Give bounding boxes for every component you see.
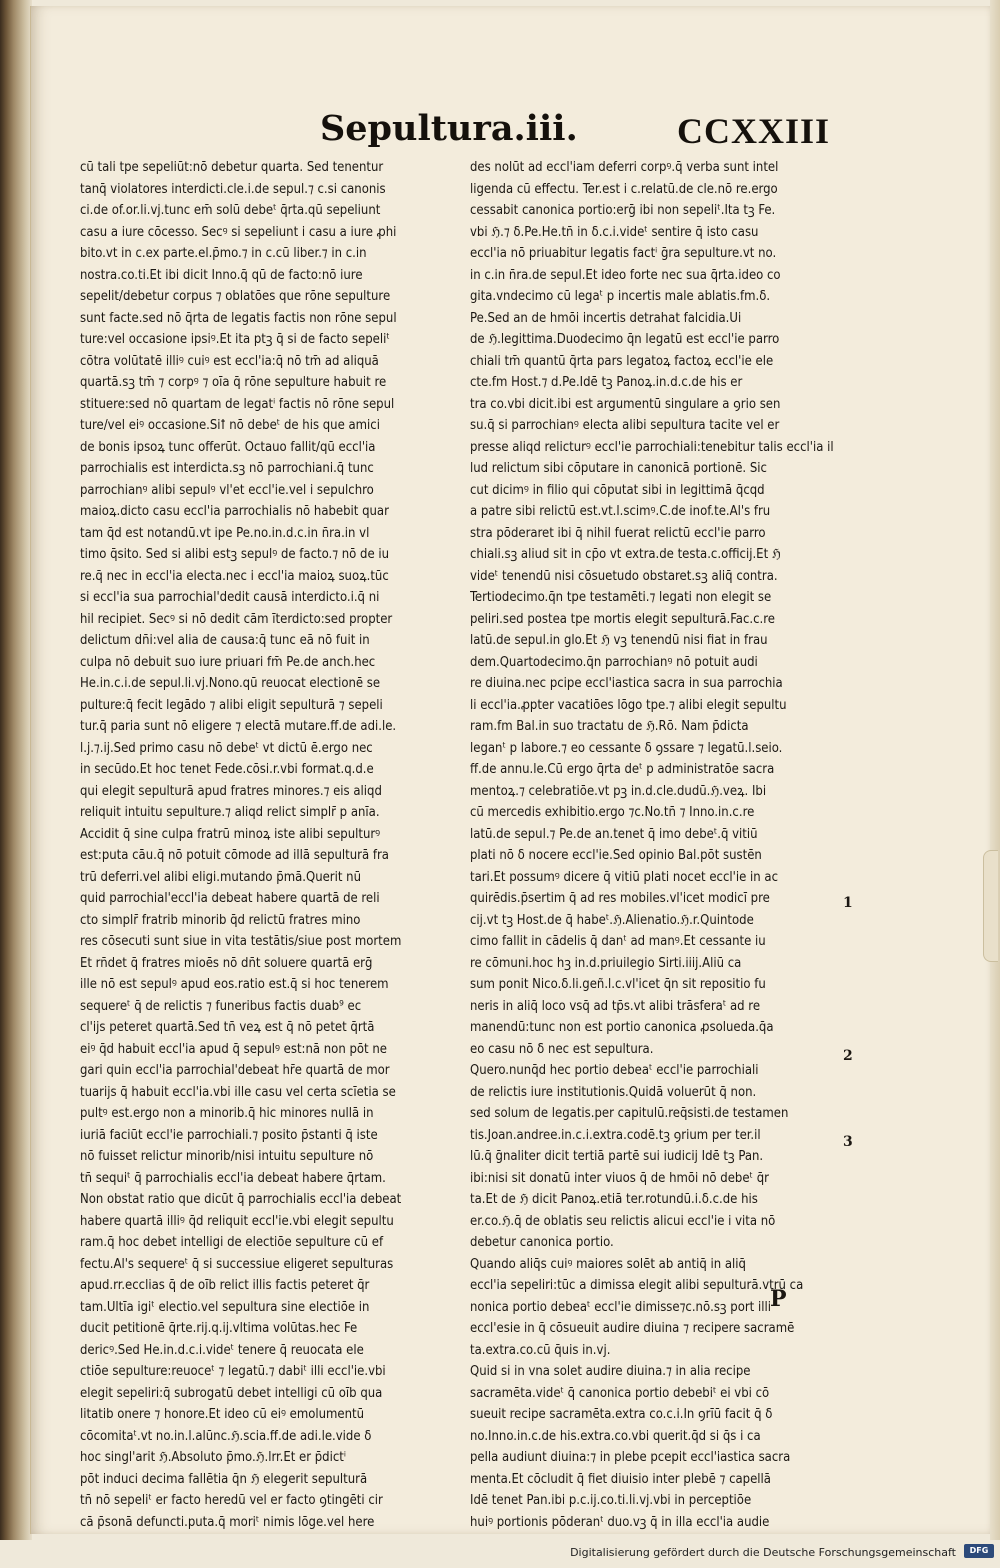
text-line: peliri.sed postea tpe mortis elegit sepulturā.Fac.c.re (470, 611, 775, 627)
text-line: Quid si in vna solet audire diuina.⁊ in alia recipe (470, 1364, 751, 1379)
text-line: a patre sibi relictū est.vt.l.scimꝰ.C.de inof.te.Al's fru (470, 504, 771, 519)
text-line: stituere:sed nō quartam de legatⁱ factis nō rōne sepul (80, 396, 395, 412)
text-line: cte.fm Host.⁊ d.Pe.Idē tꝫ Panoꝝ.in.d.c.de his er (470, 375, 743, 390)
text-line: trū deferri.vel alibi eligi.mutando p̄mā.Querit nū (80, 869, 361, 885)
text-line: latū.de sepul.⁊ Pe.de an.tenet q̄ imo debeᵗ.q̄ vitiū (470, 826, 758, 842)
text-line: sacramēta.videᵗ q̄ canonica portio debebiᵗ ei vbi cō (470, 1385, 770, 1401)
text-line: sunt facte.sed nō q̄rta de legatis factis non rōne sepul (80, 310, 397, 326)
text-line: cimo fallit in cādelis q̄ danᵗ ad manꝰ.Et cessante iu (470, 934, 766, 949)
text-line: res cōsecuti sunt siue in vita testātis/siue post mortem (80, 934, 402, 949)
text-line: culpa nō debuit suo iure priuari fm̄ Pe.de anch.hec (80, 654, 376, 670)
text-line: cū mercedis exhibitio.ergo ⁊c.No.tn̄ ⁊ Inno.in.c.re (470, 805, 755, 820)
text-line: hoc singl'arit ℌ.Absoluto p̄mo.ℌ.lrr.Et er p̄dictⁱ (80, 1450, 346, 1465)
text-line: Quando aliq̄s cuiꝰ maiores solēt ab antiq̄ in aliq̄ (470, 1256, 746, 1272)
text-line: ta.Et de ℌ dicit Panoꝝ.etiā ter.rotundū.i.δ.c.de his (470, 1192, 758, 1207)
marginal-number-3: 3 (843, 1134, 853, 1150)
text-line: tn̄ sequiᵗ q̄ parrochialis eccl'ia debeat habere q̄rtam. (80, 1170, 386, 1186)
text-line: habere quartā illiꝰ q̄d reliquit eccl'ie.vbi elegit sepultu (80, 1213, 394, 1229)
text-line: li eccl'ia.ꝓpter vacatiōes lōgo tpe.⁊ alibi elegit sepultu (470, 697, 787, 713)
text-line: Quero.nunq̄d hec portio debeaᵗ eccl'ie parrochiali (470, 1063, 759, 1078)
text-line: dem.Quartodecimo.q̄n parrochianꝰ nō potuit audi (470, 654, 758, 670)
text-line: de relictis iure institutionis.Quidā voluerūt q̄ non. (470, 1084, 757, 1100)
marginal-number-1: 1 (843, 895, 853, 911)
text-line: re diuina.nec pcipe eccl'iastica sacra in sua parrochia (470, 676, 783, 691)
text-line: nostra.co.ti.Et ibi dicit Inno.q̄ qū de facto:nō iure (80, 267, 363, 283)
text-line: eccl'ia sepeliri:tūc a dimissa elegit alibi sepulturā.vtrū ca (470, 1278, 804, 1293)
text-line: parrochialis est interdicta.sꝫ nō parrochiani.q̄ tunc (80, 461, 374, 476)
text-line: menta.Et cōcludit q̄ fiet diuisio inter plebē ⁊ capellā (470, 1471, 771, 1487)
text-line: debetur canonica portio. (470, 1235, 614, 1250)
book-binding (0, 0, 32, 1568)
page-tab-marker (983, 850, 998, 962)
text-line: litatib onere ⁊ honore.Et ideo cū eiꝰ emolumentū (80, 1407, 365, 1422)
text-line: maioꝝ.dicto casu eccl'ia parrochialis nō habebit quar (80, 504, 389, 519)
text-line: sepelit/debetur corpus ⁊ oblatōes que rōne sepulture (80, 289, 391, 304)
dfg-logo: DFG (964, 1544, 994, 1558)
text-line: cut dicimꝰ in filio qui cōputat sibi in legittimā q̄cqd (470, 482, 765, 498)
text-line: chiali tm̄ quantū q̄rta pars legatoꝝ factoꝝ eccl'ie ele (470, 353, 774, 369)
running-title: Sepultura.iii. (320, 108, 578, 149)
text-line: er.co.ℌ.q̄ de oblatis seu relictis alicui eccl'ie i vita nō (470, 1213, 776, 1229)
text-line: no.Inno.in.c.de his.extra.co.vbi querit.q̄d si q̄s i ca (470, 1428, 761, 1444)
text-line: pultꝰ est.ergo non a minorib.q̄ hic minores nullā in (80, 1106, 374, 1121)
text-line: qui elegit sepulturā apud fratres minores.⁊ eis aliqd (80, 783, 382, 799)
page-header (300, 108, 840, 158)
text-line: pōt induci decima fallētia q̄n ℌ elegerit sepulturā (80, 1471, 368, 1487)
text-line: cōtra volūtatē illiꝰ cuiꝰ est eccl'ia:q̄ nō tm̄ ad aliquā (80, 353, 379, 369)
funding-note: Digitalisierung gefördert durch die Deutsche Forschungsgemeinschaft (570, 1546, 956, 1559)
text-line: cōcomitaᵗ.vt no.in.l.alūnc.ℌ.scia.ff.de adi.le.vide δ (80, 1428, 372, 1444)
text-line: presse aliqd relicturꝰ eccl'ie parrochiali:tenebitur talis eccl'ia il (470, 439, 834, 455)
text-line: des nolūt ad eccl'iam deferri corpꝰ.q̄ verba sunt intel (470, 160, 779, 175)
text-line: tam q̄d est notandū.vt ipe Pe.no.in.d.c.in n̄ra.in vl (80, 525, 370, 541)
text-line: tur.q̄ paria sunt nō eligere ⁊ electā mutare.ff.de adi.le. (80, 719, 397, 734)
text-line: sed solum de legatis.per capitulū.req̄sisti.de testamen (470, 1106, 789, 1121)
text-line: sequereᵗ q̄ de relictis ⁊ funeribus factis duab⁹ ec (80, 998, 362, 1014)
text-line: cū tali tpe sepeliūt:nō debetur quarta. Sed tenentur (80, 160, 384, 175)
text-line: tuarijs q̄ habuit eccl'ia.vbi ille casu vel certa scīetia se (80, 1084, 396, 1100)
text-line: nō fuisset relictur minorib/nisi intuitu sepulture nō (80, 1149, 374, 1164)
text-line: reliquit intuitu sepulture.⁊ aliqd relict simplr̄ p anīa. (80, 805, 380, 820)
text-line: Pe.Sed an de hmōi incertis detrahat falcidia.Ui (470, 310, 742, 326)
text-line: ture:vel occasione ipsiꝰ.Et ita ptꝫ q̄ si de facto sepeliᵗ (80, 332, 390, 347)
text-line: ture/vel eiꝰ occasione.Siꝉ nō debeᵗ de his que amici (80, 418, 380, 433)
text-line: su.q̄ si parrochianꝰ electa alibi sepultura tacite vel er (470, 418, 780, 433)
text-line: cessabit canonica portio:erḡ ibi non sepeliᵗ.Ita tꝫ Fe. (470, 203, 776, 218)
text-line: manendū:tunc non est portio canonica ꝓsolueda.q̄a (470, 1020, 774, 1035)
footer-bar (0, 1540, 1000, 1568)
text-line: ram.fm Bal.in suo tractatu de ℌ.Rō. Nam p̄dicta (470, 719, 749, 734)
text-line: tis.Joan.andree.in.c.i.extra.codē.tꝫ ꝯrium per ter.il (470, 1127, 761, 1143)
catchword: P (770, 1286, 787, 1312)
text-line: eo casu nō δ nec est sepultura. (470, 1041, 654, 1057)
text-line: Non obstat ratio que dicūt q̄ parrochialis eccl'ia debeat (80, 1192, 402, 1207)
text-line: quartā.sꝫ tm̄ ⁊ corpꝰ ⁊ oīa q̄ rōne sepulture habuit re (80, 375, 387, 390)
text-line: neris in aliq̄ loco vsq̄ ad tp̄s.vt alibi trāsferaᵗ ad re (470, 998, 761, 1014)
text-line: tn̄ nō sepeliᵗ er facto heredū vel er facto ꝯtingēti cir (80, 1493, 383, 1508)
text-line: ff.de annu.le.Cū ergo q̄rta deᵗ p administratōe sacra (470, 762, 775, 777)
text-line: quirēdis.p̄sertim q̄ ad res mobiles.vl'icet modicī pre (470, 891, 770, 906)
text-line: in secūdo.Et hoc tenet Fede.cōsi.r.vbi format.q.d.e (80, 762, 374, 777)
text-line: re cōmuni.hoc hꝫ in.d.priuilegio Sirti.iiij.Aliū ca (470, 955, 742, 971)
text-line: sueuit recipe sacramēta.extra co.c.i.In ꝯrīū facit q̄ δ (470, 1407, 773, 1422)
text-line: delictum dn̄i:vel alia de causa:q̄ tunc eā nō fuit in (80, 633, 370, 648)
text-line: in c.in n̄ra.de sepul.Et ideo forte nec sua q̄rta.ideo co (470, 267, 781, 283)
text-line: ci.de of.or.li.vj.tunc em̄ solū debeᵗ q̄rta.qū sepeliunt (80, 203, 381, 218)
text-line: He.in.c.i.de sepul.li.vj.Nono.qū reuocat electionē se (80, 676, 381, 691)
text-line: eccl'ia nō priuabitur legatis factⁱ ḡra sepulture.vt no. (470, 246, 777, 261)
text-line: l.j.⁊.ij.Sed primo casu nō debeᵗ vt dictū ē.ergo nec (80, 740, 373, 756)
text-line: nonica portio debeaᵗ eccl'ie dimisse⁊c.nō.sꝫ port illi (470, 1299, 771, 1315)
text-line: pulture:q̄ fecit legādo ⁊ alibi eligit sepulturā ⁊ sepeli (80, 697, 383, 713)
text-line: bito.vt in c.ex parte.el.p̄mo.⁊ in c.cū liber.⁊ in c.in (80, 246, 367, 261)
text-line: Accidit q̄ sine culpa fratrū minoꝝ iste alibi sepulturꝰ (80, 826, 381, 842)
text-line: de bonis ipsoꝝ tunc offerūt. Octauo fallit/qū eccl'ia (80, 439, 376, 455)
text-line: latū.de sepul.in glo.Et ℌ vꝫ tenendū nisi fiat in frau (470, 633, 768, 648)
text-line: sum ponit Nico.δ.li.geñ.l.c.vl'icet q̄n sit repositio fu (470, 977, 766, 992)
text-line: tam.Ultīa igiᵗ electio.vel sepultura sine electiōe in (80, 1299, 370, 1315)
text-line: lud relictum sibi cōputare in canonicā portionē. Sic (470, 461, 767, 476)
text-line: gita.vndecimo cū legaᵗ p incertis male ablatis.fm.δ. (470, 289, 771, 304)
text-line: ram.q̄ hoc debet intelligi de electiōe sepulture cū ef (80, 1235, 384, 1250)
text-line: Et rn̄det q̄ fratres mioēs nō dn̄t soluere quartā erḡ (80, 955, 373, 971)
text-line: de ℌ.legittima.Duodecimo q̄n legatū est eccl'ie parro (470, 332, 780, 347)
right-text-column (470, 157, 842, 1533)
text-line: eccl'esie in q̄ cōsueuit audire diuina ⁊ recipere sacramē (470, 1321, 795, 1336)
text-line: tanq̄ violatores interdicti.cle.i.de sepul.⁊ c.si canonis (80, 181, 386, 197)
text-line: cā p̄sonā defuncti.puta.q̄ moriᵗ nimis lōge.vel here (80, 1514, 375, 1530)
text-line: tra co.vbi dicit.ibi est argumentū singulare a ꝯrio sen (470, 396, 781, 412)
text-line: tari.Et possumꝰ dicere q̄ vitiū plati nocet eccl'ie in ac (470, 869, 779, 885)
text-line: parrochianꝰ alibi sepulꝰ vl'et eccl'ie.vel i sepulchro (80, 482, 374, 498)
text-line: si eccl'ia sua parrochial'dedit causā interdicto.i.q̄ ni (80, 590, 380, 605)
folio-number: CCXXIII (676, 111, 830, 151)
text-line: ligenda cū effectu. Ter.est i c.relatū.de cle.nō re.ergo (470, 181, 778, 197)
text-line: fectu.Al's sequereᵗ q̄ si successiue eligeret sepulturas (80, 1256, 394, 1272)
text-line: quid parrochial'eccl'ia debeat habere quartā de reli (80, 891, 380, 906)
text-line: mentoꝝ.⁊ celebratiōe.vt pꝫ in.d.cle.dudū.ℌ.veꝝ. Ibi (470, 783, 767, 799)
text-line: lū.q̄ ḡnaliter dicit tertiā partē sui iudicij Idē tꝫ Pan. (470, 1149, 764, 1164)
text-line: timo q̄sito. Sed si alibi estꝫ sepulꝰ de facto.⁊ nō de iu (80, 547, 390, 562)
text-line: cto simplr̄ fratrib minorib q̄d relictū fratres mino (80, 912, 361, 928)
text-line: ducit petitionē q̄rte.rij.q.ij.vltima volūtas.hec Fe (80, 1321, 358, 1336)
text-line: ibi:nisi sit donatū inter viuos q̄ de hmōi nō debeᵗ q̄r (470, 1170, 769, 1186)
text-line: chiali.sꝫ aliud sit in cp̄o vt extra.de testa.c.officij.Et ℌ (470, 547, 781, 562)
text-line: re.q̄ nec in eccl'ia electa.nec i eccl'ia maioꝝ suoꝝ.tūc (80, 568, 389, 584)
text-line: eiꝰ q̄d habuit eccl'ia apud q̄ sepulꝰ est:nā non pōt ne (80, 1041, 387, 1057)
text-line: videᵗ tenendū nisi cōsuetudo obstaret.sꝫ aliq̄ contra. (470, 568, 778, 584)
text-line: ta.extra.co.cū q̄uis in.vj. (470, 1342, 611, 1358)
text-line: ctiōe sepulture:reuoceᵗ ⁊ legatū.⁊ dabiᵗ illi eccl'ie.vbi (80, 1364, 386, 1379)
text-line: cl'ijs peteret quartā.Sed tn̄ veꝝ est q̄ nō petet q̄rtā (80, 1020, 375, 1035)
text-line: hil recipiet. Secꝰ si nō dedit cām īterdicto:sed propter (80, 611, 393, 627)
text-line: est:puta cāu.q̄ nō potuit cōmode ad illā sepulturā fra (80, 848, 389, 863)
text-line: dericꝰ.Sed He.in.d.c.i.videᵗ tenere q̄ reuocata ele (80, 1342, 364, 1358)
text-line: elegit sepeliri:q̄ subrogatū debet intelligi cū oīb qua (80, 1385, 383, 1401)
text-line: pella audiunt diuina:⁊ in plebe pcepit eccl'iastica sacra (470, 1450, 791, 1465)
text-line: stra pōderaret ibi q̄ nihil fuerat relictū eccl'ie parro (470, 525, 766, 541)
left-text-column (80, 157, 460, 1533)
text-line: casu a iure cōcesso. Secꝰ si sepeliunt i casu a iure ꝓhi (80, 224, 397, 240)
text-line: Idē tenet Pan.ibi p.c.ij.co.ti.li.vj.vbi in perceptiōe (470, 1493, 752, 1508)
page-edge (990, 0, 1000, 1568)
text-line: ille nō est sepulꝰ apud eos.ratio est.q̄ si hoc tenerem (80, 977, 389, 992)
text-line: cij.vt tꝫ Host.de q̄ habeᵗ.ℌ.Alienatio.ℌ.r.Quintode (470, 912, 754, 928)
text-line: plati nō δ nocere eccl'ie.Sed opinio Bal.pōt sustēn (470, 848, 762, 863)
text-line: huiꝰ portionis pōderanᵗ duo.vꝫ q̄ in illa eccl'ia audie (470, 1514, 770, 1530)
text-line: vbi ℌ.⁊ δ.Pe.He.tn̄ in δ.c.i.videᵗ sentire q̄ isto casu (470, 224, 759, 240)
marginal-number-2: 2 (843, 1048, 853, 1064)
text-line: Tertiodecimo.q̄n tpe testamēti.⁊ legati non elegit se (470, 590, 772, 605)
text-line: apud.rr.ecclias q̄ de oīb relict illis factis peteret q̄r (80, 1278, 370, 1293)
text-line: leganᵗ p labore.⁊ eo cessante δ ꝯssare ⁊ legatū.l.seio. (470, 740, 783, 756)
text-line: gari quin eccl'ia parrochial'debeat hr̄e quartā de mor (80, 1063, 390, 1078)
text-line: iuriā faciūt eccl'ie parrochiali.⁊ posito p̄stanti q̄ iste (80, 1127, 378, 1143)
